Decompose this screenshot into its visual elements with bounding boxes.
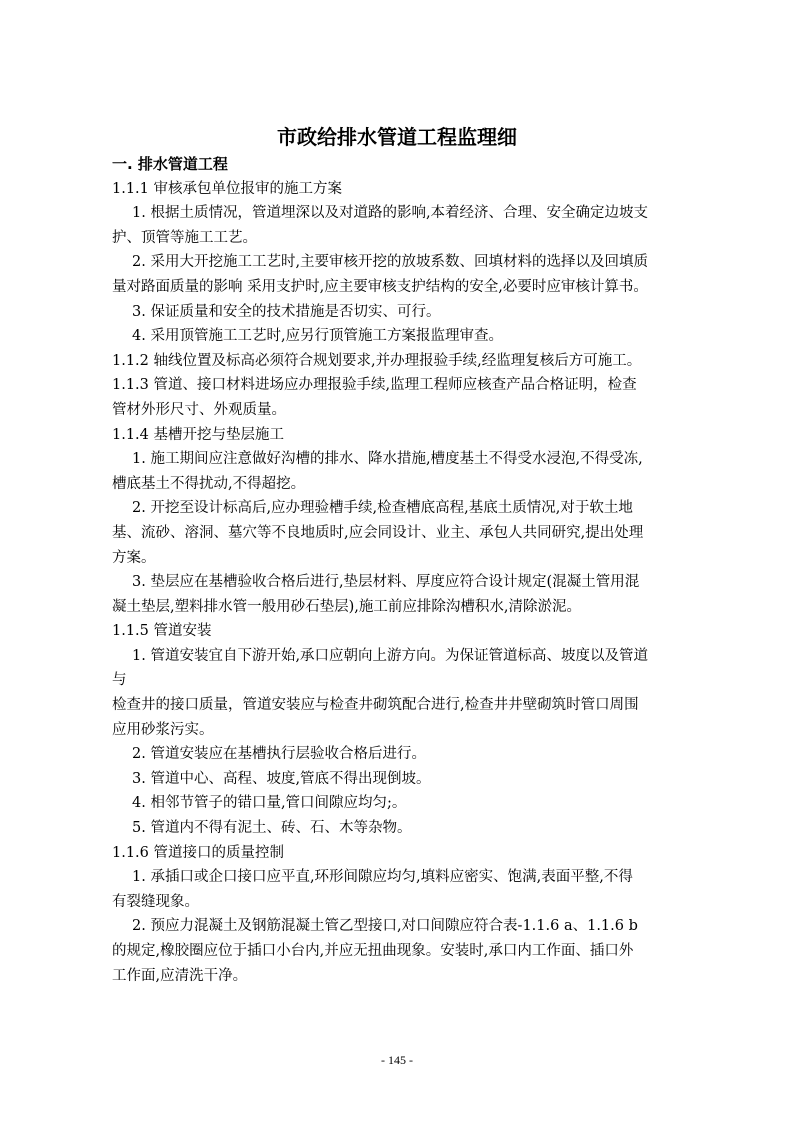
body-line: 有裂缝现象。	[112, 893, 199, 910]
subsection-heading: 1.1.1 审核承包单位报审的施工方案	[112, 180, 343, 197]
list-item-line: 2. 开挖至设计标高后,应办理验槽手续,检查槽底高程,基底土质情况,对于软土地	[132, 500, 633, 517]
body-line: 检查井的接口质量，管道安装应与检查井砌筑配合进行,检查井井壁砌筑时管口周围	[112, 697, 639, 714]
list-item-line: 3. 保证质量和安全的技术措施是否切实、可行。	[132, 303, 441, 320]
body-line: 应用砂浆污实。	[112, 721, 214, 738]
subsection-heading: 1.1.5 管道安装	[112, 623, 212, 640]
body-line: 凝土垫层,塑料排水管一般用砂石垫层),施工前应排除沟槽积水,清除淤泥。	[112, 598, 581, 615]
list-item-line: 4. 采用顶管施工工艺时,应另行顶管施工方案报监理审查。	[132, 328, 504, 345]
page-number: - 145 -	[381, 1053, 413, 1067]
list-item-line: 2. 采用大开挖施工工艺时,主要审核开挖的放坡系数、回填材料的选择以及回填质	[132, 254, 649, 271]
document-body	[112, 152, 702, 988]
body-line: 基、流砂、溶洞、墓穴等不良地质时,应会同设计、业主、承包人共同研究,提出处理	[112, 524, 644, 541]
list-item-line: 2. 管道安装应在基槽执行层验收合格后进行。	[132, 746, 426, 763]
body-line: 与	[112, 672, 127, 689]
list-item-line: 3. 垫层应在基槽验收合格后进行,垫层材料、厚度应符合设计规定(混凝土管用混	[132, 574, 640, 591]
section-heading: 一. 排水管道工程	[112, 155, 228, 173]
body-line: 的规定,橡胶圈应位于插口小台内,并应无扭曲现象。安装时,承口内工作面、插口外	[112, 943, 634, 959]
list-item-line: 4. 相邻节管子的错口量,管口间隙应均匀;。	[132, 795, 407, 812]
body-line: 工作面,应清洗干净。	[112, 967, 248, 984]
subsection-heading: 1.1.6 管道接口的质量控制	[112, 844, 285, 861]
body-line: 管材外形尺寸、外观质量。	[112, 401, 286, 418]
list-item-line: 3. 管道中心、高程、坡度,管底不得出现倒坡。	[132, 770, 431, 787]
body-line: 槽底基土不得扰动,不得超挖。	[112, 475, 306, 492]
subsection-heading: 1.1.3 管道、接口材料进场应办理报验手续,监理工程师应核查产品合格证明，检查	[112, 377, 637, 394]
list-item-line: 1. 根据土质情况，管道埋深以及对道路的影响,本着经济、合理、安全确定边坡支	[132, 205, 649, 222]
list-item-line: 2. 预应力混凝土及钢筋混凝土管乙型接口,对口间隙应符合表-1.1.6 a、1.1.6 b	[132, 918, 638, 935]
page-title: 市政给排水管道工程监理细	[277, 125, 517, 149]
list-item-line: 1. 管道安装宜自下游开始,承口应朝向上游方向。为保证管道标高、坡度以及管道	[132, 647, 649, 664]
body-line: 护、顶管等施工工艺。	[112, 229, 257, 246]
subsection-heading: 1.1.4 基槽开挖与垫层施工	[112, 426, 285, 443]
list-item-line: 1. 施工期间应注意做好沟槽的排水、降水措施,槽度基土不得受水浸泡,不得受冻,	[132, 451, 643, 468]
subsection-heading: 1.1.2 轴线位置及标高必须符合规划要求,并办理报验手续,经监理复核后方可施工。	[112, 352, 642, 369]
body-line: 量对路面质量的影响 采用支护时,应主要审核支护结构的安全,必要时应审核计算书。	[112, 278, 648, 295]
list-item-line: 1. 承插口或企口接口应平直,环形间隙应均匀,填料应密实、饱满,表面平整,不得	[132, 869, 633, 886]
body-line: 方案。	[112, 549, 156, 566]
list-item-line: 5. 管道内不得有泥土、砖、石、木等杂物。	[132, 820, 412, 837]
